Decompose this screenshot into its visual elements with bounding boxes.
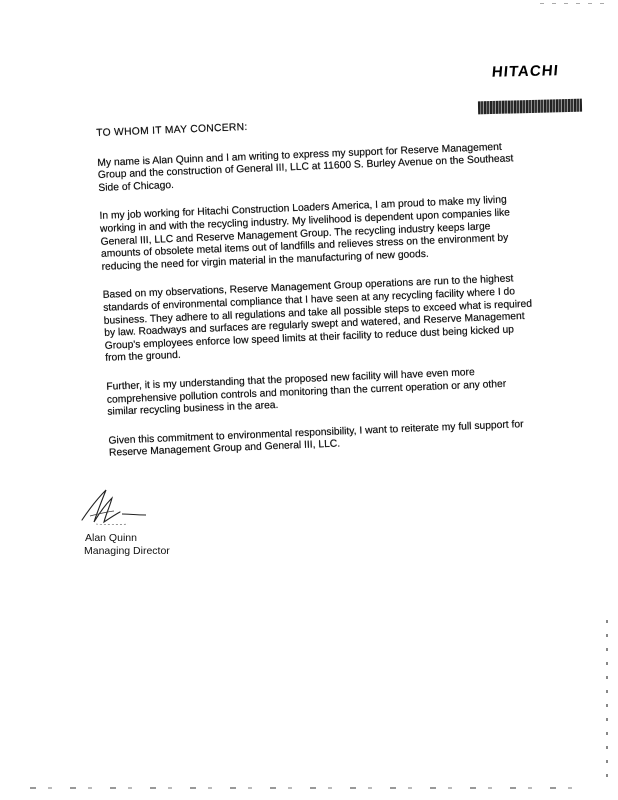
letter-paragraph-1: My name is Alan Quinn and I am writing to express my support for Reserve Management Group and the construction of General III, LLC at 11600 S. Burley Avenue on the Southeast Side of Chicago.: [97, 141, 514, 194]
letter-paragraph-2: In my job working for Hitachi Construction Loaders America, I am proud to make my living working in and with the recycling industry. My livelihood is dependent upon companies like General III, LLC and Reserve Management Group. The recycling industry keeps large amounts of obsolete metal items out of landfills and relieves stress on the environment by reducing the need for virgin material in the manufacturing of new goods.: [99, 194, 511, 273]
letter-body: [96, 111, 540, 477]
scan-artifact-bottom: [30, 787, 590, 789]
signatory-title: Managing Director: [84, 545, 170, 557]
letter-paragraph-4: Further, it is my understanding that the proposed new facility will have even more comprehensive pollution controls and monitoring than the current operation or any other similar recycling business in the area.: [106, 366, 507, 418]
signatory-name: Alan Quinn: [85, 532, 137, 544]
scan-artifact-edge: [606, 620, 608, 780]
company-logo: HITACHI: [491, 62, 560, 81]
handwritten-signature: [76, 478, 156, 528]
letter-paragraph-3: Based on my observations, Reserve Management Group operations are run to the highest standards of environmental compliance that I have seen at any recycling facility where I do business. They adhere to all regulations and take all possible steps to exceed what is required by law. Roadways and surfaces are regularly swept and watered, and Reserve Management Group's employees enforce low speed limits at their facility to reduce dust being kicked up from the ground.: [102, 273, 533, 365]
letter-paragraph-5: Given this commitment to environmental responsibility, I want to reiterate my full support for Reserve Management Group and General III, LLC.: [108, 418, 524, 460]
letter-salutation: TO WHOM IT MAY CONCERN:: [96, 121, 248, 139]
scan-artifact-top: [540, 3, 610, 4]
